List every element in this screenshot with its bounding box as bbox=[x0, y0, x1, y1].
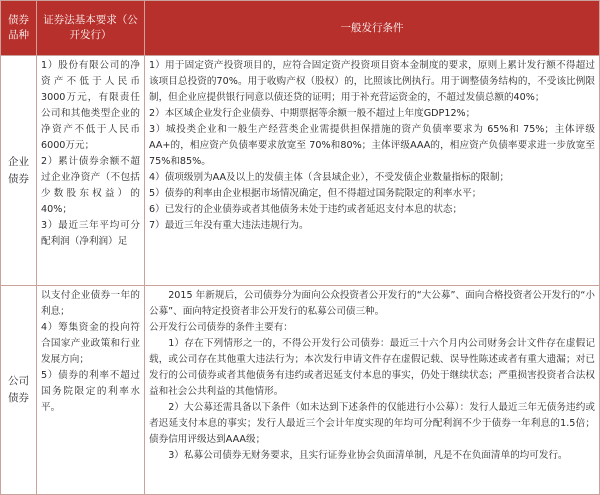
bond-kind-enterprise: 企业债券 bbox=[1, 56, 37, 286]
bond-kind-corporate: 公司债券 bbox=[1, 286, 37, 495]
condition-item: 公开发行公司债券的条件主要有： bbox=[149, 322, 293, 333]
table-row-corporate-bond bbox=[1, 286, 600, 495]
law-requirements-enterprise bbox=[37, 56, 145, 286]
conditions-corporate bbox=[145, 286, 600, 495]
header-general-conditions: 一般发行条件 bbox=[145, 1, 600, 56]
condition-item: 3）城投类企业和一般生产经营类企业需提供担保措施的资产负债率要求为 65%和 75%；主体评级AA+的，相应资产负债率要求放宽至 70%和80%；主体评级AAA的，相应资产负债率要求进一步放宽至 75%和85%。 bbox=[149, 124, 595, 167]
header-securities-law: 证券法基本要求（公开发行） bbox=[37, 1, 145, 56]
condition-item: 5）债券的利率由企业根据市场情况确定，但不得超过国务院限定的利率水平； bbox=[149, 188, 482, 199]
law-item: 2）累计债券余额不超过企业净资产（不包括少数股东权益）的40%； bbox=[41, 156, 140, 215]
condition-item: 7）最近三年没有重大违法违规行为。 bbox=[149, 220, 309, 231]
condition-item: 2015 年新规后，公司债券分为面向公众投资者公开发行的“大公募”、面向合格投资者公开发行的“小公募”、面向特定投资者非公开发行的私募公司债三种。 bbox=[149, 290, 595, 317]
law-item: 1）股份有限公司的净资产不低于人民币3000万元，有限责任公司和其他类型企业的净资产不低于人民币6000万元； bbox=[41, 60, 140, 151]
conditions-enterprise bbox=[145, 56, 600, 286]
condition-item: 1）用于固定资产投资项目的，应符合固定资产投资项目资本金制度的要求，原则上累计发行额不得超过该项目总投资的70%。用于收购产权（股权）的，比照该比例执行。用于调整债务结构的，不受该比例限制，但企业应提供银行同意以债还贷的证明；用于补充营运资金的，不超过发债总额的40%； bbox=[149, 60, 595, 103]
table-row-enterprise-bond bbox=[1, 56, 600, 286]
law-item: 以支付企业债券一年的利息； bbox=[41, 290, 140, 317]
header-bond-kind: 债券品种 bbox=[1, 1, 37, 56]
condition-item: 4）债项级别为AA及以上的发债主体（含县域企业），不受发债企业数量指标的限制； bbox=[149, 172, 510, 183]
condition-item: 6）已发行的企业债券或者其他债务未处于违约或者延迟支付本息的状态； bbox=[149, 204, 463, 215]
condition-item: 3）私募公司债券无财务要求，且实行证券业协会负面清单制，凡是不在负面清单的均可发行。 bbox=[168, 450, 568, 461]
law-requirements-corporate bbox=[37, 286, 145, 495]
condition-item: 2）大公募还需具备以下条件（如未达到下述条件的仅能进行小公募）：发行人最近三年无债务违约或者迟延支付本息的事实；发行人最近三个会计年度实现的年均可分配利润不少于债券一年利息的1.5倍；债券信用评级达到AAA级； bbox=[149, 402, 595, 445]
law-item: 4）筹集资金的投向符合国家产业政策和行业发展方向； bbox=[41, 322, 140, 365]
law-item: 3）最近三年平均可分配利润（净利润）足 bbox=[41, 220, 140, 247]
condition-item: 2）本区域企业发行企业债券、中期票据等余额一般不超过上年度GDP12%； bbox=[149, 108, 476, 119]
table-header-row bbox=[1, 1, 600, 56]
condition-item: 1）存在下列情形之一的，不得公开发行公司债券：最近三十六个月内公司财务会计文件存在虚假记载，或公司存在其他重大违法行为；本次发行申请文件存在虚假记载、误导性陈述或者有重大遗漏；对已发行的公司债券或者其他债务有违约或者迟延支付本息的事实，仍处于继续状态；严重损害投资者合法权益和社会公共利益的其他情形。 bbox=[149, 338, 595, 397]
law-item: 5）债券的利率不超过国务院限定的利率水平。 bbox=[41, 370, 140, 413]
